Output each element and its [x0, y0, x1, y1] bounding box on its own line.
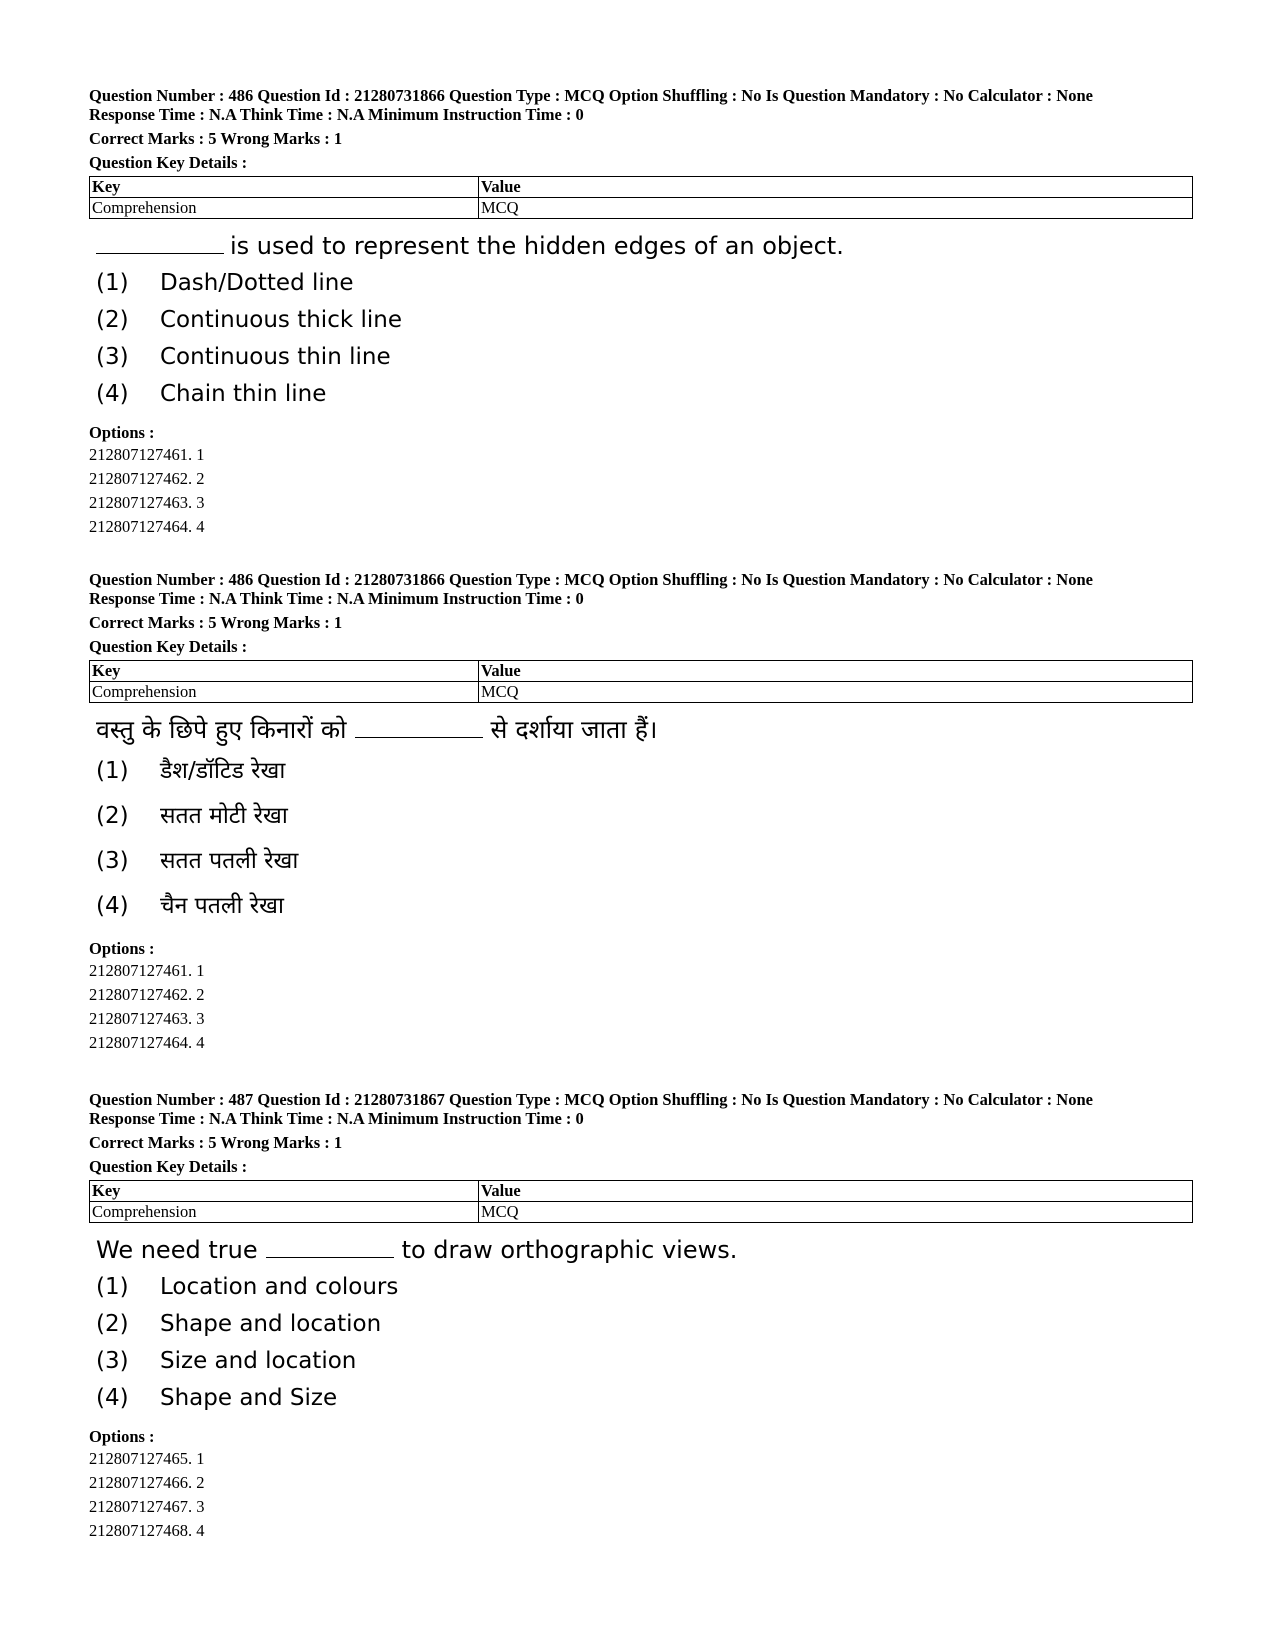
choice-item [96, 265, 1193, 302]
choice-item [96, 884, 1193, 929]
answer-blank [355, 715, 483, 738]
question-block [89, 570, 1193, 1055]
question-timing-line: Response Time : N.A Think Time : N.A Minimum Instruction Time : 0 [89, 589, 584, 608]
table-row [90, 682, 1193, 703]
options-label: Options : [89, 1427, 155, 1446]
stem-text-after: to draw orthographic views. [401, 1236, 738, 1264]
choice-text: Dash/Dotted line [160, 270, 354, 296]
choice-item [96, 749, 1193, 794]
choice-text: डैश/डॉटिड रेखा [160, 758, 286, 784]
question-meta-line: Question Number : 487 Question Id : 21280731867 Question Type : MCQ Option Shuffling : No Is Question Mandatory : No Calculator : None [89, 1090, 1093, 1109]
option-id-line: 212807127461. 1 [89, 445, 205, 464]
stem-text-after: is used to represent the hidden edges of an object. [230, 232, 844, 260]
key-details-label: Question Key Details : [89, 637, 248, 656]
key-header: Key [90, 661, 479, 682]
stem-text-before: We need true [96, 1236, 258, 1264]
question-block [89, 1090, 1193, 1543]
option-id-line: 212807127462. 2 [89, 985, 205, 1004]
key-cell: Comprehension [90, 682, 479, 703]
value-header: Value [479, 661, 1193, 682]
choice-text: Size and location [160, 1348, 357, 1374]
choice-item [96, 1306, 1193, 1343]
choice-item [96, 839, 1193, 884]
choice-text: Shape and location [160, 1311, 382, 1337]
choice-item [96, 1380, 1193, 1417]
choice-item [96, 339, 1193, 376]
option-id-line: 212807127462. 2 [89, 469, 205, 488]
choice-text: Continuous thick line [160, 307, 402, 333]
choice-number: (1) [96, 270, 129, 296]
choice-number: (4) [96, 381, 129, 407]
options-label: Options : [89, 423, 155, 442]
choice-item [96, 1343, 1193, 1380]
option-id-line: 212807127467. 3 [89, 1497, 205, 1516]
table-header-row [90, 661, 1193, 682]
choice-item [96, 794, 1193, 839]
choice-number: (4) [96, 893, 129, 919]
value-cell: MCQ [479, 682, 1193, 703]
choice-item [96, 1269, 1193, 1306]
choice-number: (4) [96, 1385, 129, 1411]
key-details-table [89, 176, 1193, 219]
question-stem [96, 231, 1193, 260]
key-cell: Comprehension [90, 198, 479, 219]
value-header: Value [479, 177, 1193, 198]
choice-number: (2) [96, 307, 129, 333]
question-marks: Correct Marks : 5 Wrong Marks : 1 [89, 1133, 343, 1152]
answer-blank [266, 1235, 394, 1258]
choice-item [96, 376, 1193, 413]
table-header-row [90, 1181, 1193, 1202]
stem-text-before: वस्तु के छिपे हुए किनारों को [96, 715, 347, 744]
option-id-line: 212807127468. 4 [89, 1521, 205, 1540]
option-id-line: 212807127464. 4 [89, 517, 205, 536]
question-stem [96, 1235, 1193, 1264]
question-timing-line: Response Time : N.A Think Time : N.A Minimum Instruction Time : 0 [89, 105, 584, 124]
key-details-table [89, 660, 1193, 703]
option-id-line: 212807127464. 4 [89, 1033, 205, 1052]
choice-text: Continuous thin line [160, 344, 391, 370]
question-meta-line: Question Number : 486 Question Id : 21280731866 Question Type : MCQ Option Shuffling : No Is Question Mandatory : No Calculator : None [89, 570, 1093, 589]
key-cell: Comprehension [90, 1202, 479, 1223]
question-stem [96, 715, 1193, 744]
value-cell: MCQ [479, 198, 1193, 219]
choice-number: (3) [96, 1348, 129, 1374]
question-marks: Correct Marks : 5 Wrong Marks : 1 [89, 613, 343, 632]
choice-number: (2) [96, 803, 129, 829]
stem-text-after: से दर्शाया जाता हैं। [490, 715, 658, 744]
key-details-label: Question Key Details : [89, 1157, 248, 1176]
key-details-table [89, 1180, 1193, 1223]
choice-text: Shape and Size [160, 1385, 338, 1411]
key-header: Key [90, 177, 479, 198]
option-id-line: 212807127466. 2 [89, 1473, 205, 1492]
key-header: Key [90, 1181, 479, 1202]
key-details-label: Question Key Details : [89, 153, 248, 172]
table-header-row [90, 177, 1193, 198]
option-id-line: 212807127463. 3 [89, 493, 205, 512]
table-row [90, 198, 1193, 219]
choice-text: चैन पतली रेखा [160, 893, 284, 919]
choice-list [96, 749, 1193, 929]
choice-number: (1) [96, 758, 129, 784]
question-marks: Correct Marks : 5 Wrong Marks : 1 [89, 129, 343, 148]
question-meta-line: Question Number : 486 Question Id : 21280731866 Question Type : MCQ Option Shuffling : No Is Question Mandatory : No Calculator : None [89, 86, 1093, 105]
value-cell: MCQ [479, 1202, 1193, 1223]
choice-text: सतत पतली रेखा [160, 848, 299, 874]
option-id-line: 212807127463. 3 [89, 1009, 205, 1028]
choice-number: (1) [96, 1274, 129, 1300]
choice-list [96, 1269, 1193, 1417]
question-block [89, 86, 1193, 539]
value-header: Value [479, 1181, 1193, 1202]
answer-blank [96, 231, 224, 254]
options-label: Options : [89, 939, 155, 958]
option-id-line: 212807127461. 1 [89, 961, 205, 980]
choice-number: (3) [96, 344, 129, 370]
question-timing-line: Response Time : N.A Think Time : N.A Minimum Instruction Time : 0 [89, 1109, 584, 1128]
choice-text: Chain thin line [160, 381, 327, 407]
choice-list [96, 265, 1193, 413]
choice-text: Location and colours [160, 1274, 399, 1300]
choice-number: (3) [96, 848, 129, 874]
option-id-line: 212807127465. 1 [89, 1449, 205, 1468]
choice-item [96, 302, 1193, 339]
table-row [90, 1202, 1193, 1223]
choice-text: सतत मोटी रेखा [160, 803, 288, 829]
choice-number: (2) [96, 1311, 129, 1337]
